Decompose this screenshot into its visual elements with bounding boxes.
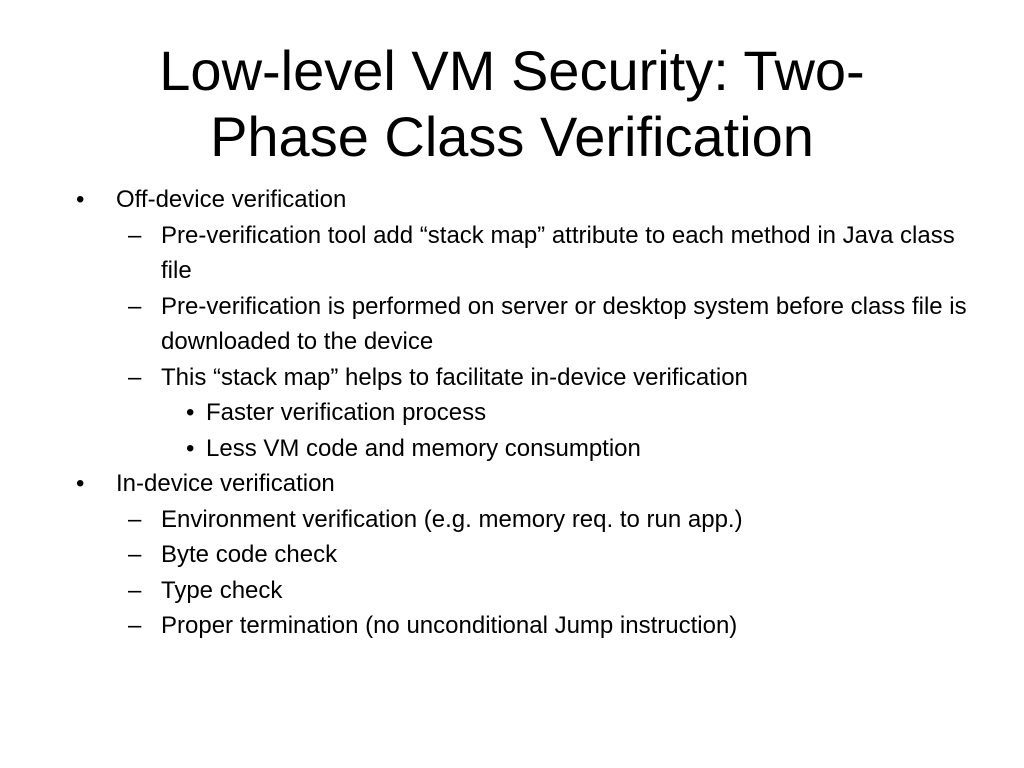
sub-bullet-text: This “stack map” helps to facilitate in-device verification <box>161 363 748 391</box>
slide-title <box>40 38 984 170</box>
sub-bullet-text: Proper termination (no unconditional Jump instruction) <box>161 612 738 639</box>
bullet-item <box>0 466 1024 502</box>
sub-sub-bullet-item <box>0 431 1024 467</box>
sub-sub-bullet-text: Faster verification process <box>206 399 487 426</box>
dash-marker: – <box>128 292 142 320</box>
bullet-text: In-device verification <box>116 470 335 497</box>
sub-bullet-item <box>0 502 1024 538</box>
bullet-text: Off-device verification <box>116 186 347 213</box>
sub-bullet-item <box>0 360 1024 396</box>
dash-marker: – <box>128 541 142 568</box>
sub-bullet-item <box>0 218 1024 289</box>
sub-bullet-item <box>0 608 1024 644</box>
dash-marker: – <box>128 612 142 639</box>
sub-sub-bullet-text: Less VM code and memory consumption <box>206 434 641 462</box>
bullet-marker: • <box>186 399 195 426</box>
sub-sub-bullet-item <box>0 395 1024 431</box>
dash-marker: – <box>128 505 142 533</box>
bullet-marker: • <box>186 434 195 462</box>
sub-bullet-text: Type check <box>161 576 283 604</box>
sub-bullet-item <box>0 289 1024 360</box>
dash-marker: – <box>128 576 142 604</box>
dash-marker: – <box>128 363 142 391</box>
sub-bullet-item <box>0 573 1024 609</box>
dash-marker: – <box>128 221 142 249</box>
sub-bullet-text: Pre-verification is performed on server or desktop system before class file is downloaded to the device <box>161 292 967 355</box>
bullet-marker: • <box>76 470 85 497</box>
bullet-marker: • <box>76 186 85 213</box>
bullet-list <box>0 182 1024 644</box>
slide-title-line-1: Low-level VM Security: Two- <box>159 39 865 102</box>
sub-bullet-text: Byte code check <box>161 541 338 568</box>
slide-title-line-2: Phase Class Verification <box>210 105 814 168</box>
sub-bullet-item <box>0 537 1024 573</box>
bullet-item <box>0 182 1024 218</box>
sub-bullet-text: Pre-verification tool add “stack map” attribute to each method in Java class file <box>161 221 955 284</box>
sub-bullet-text: Environment verification (e.g. memory req. to run app.) <box>161 505 743 533</box>
